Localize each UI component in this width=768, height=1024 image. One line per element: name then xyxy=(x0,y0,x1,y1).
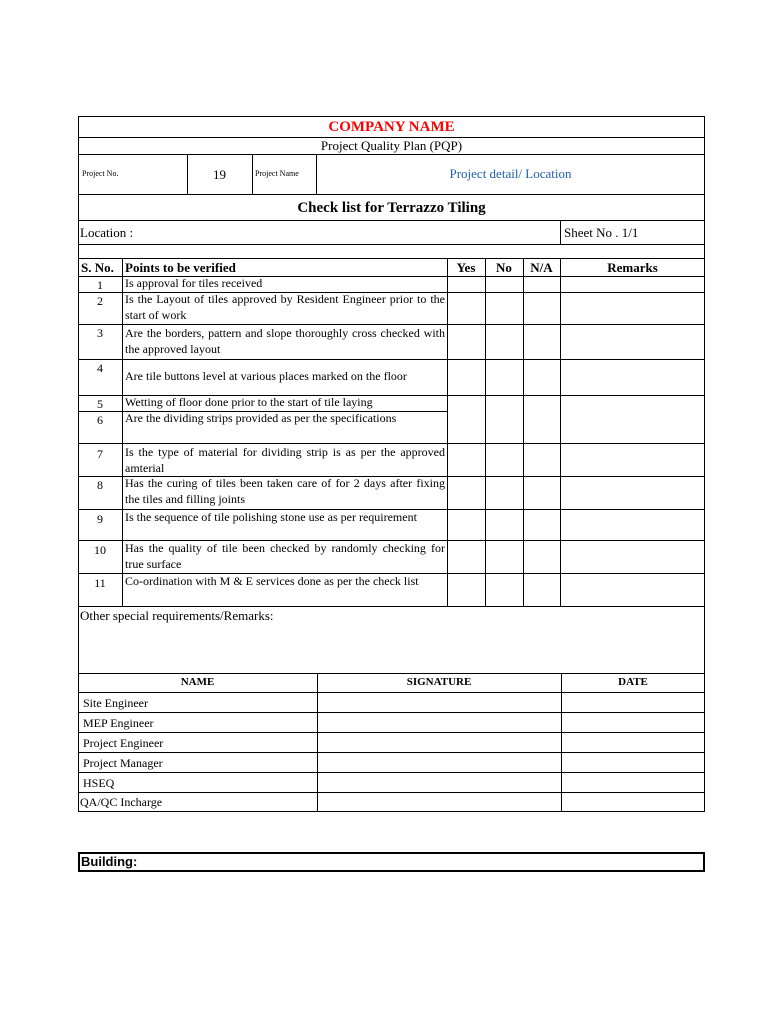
signoff-role: HSEQ xyxy=(83,776,115,790)
row-text: Is approval for tiles received xyxy=(125,276,263,290)
signoff-role: Project Engineer xyxy=(83,736,164,750)
col-points-header: Points to be verified xyxy=(125,260,236,275)
plan-title: Project Quality Plan (PQP) xyxy=(320,138,463,153)
row-text: Wetting of floor done prior to the start of tile laying xyxy=(125,395,373,409)
project-name-value: Project detail/ Location xyxy=(449,166,572,181)
row-number: 6 xyxy=(97,413,103,427)
row-number: 10 xyxy=(94,543,106,557)
checklist-response-area[interactable] xyxy=(448,277,704,606)
col-na-header: N/A xyxy=(530,260,553,275)
row-number: 3 xyxy=(97,326,103,340)
signoff-role: Site Engineer xyxy=(83,696,148,710)
row-text: Is the sequence of tile polishing stone use as per requirement xyxy=(125,510,417,524)
signoff-role: QA/QC Incharge xyxy=(80,795,163,809)
location-label: Location : xyxy=(80,225,134,240)
remarks-label: Other special requirements/Remarks: xyxy=(80,608,274,623)
sheet-no: Sheet No . 1/1 xyxy=(564,225,639,240)
remarks-area[interactable] xyxy=(79,625,704,672)
row-text: Has the curing of tiles been taken care of for 2 days after fixing the tiles and filling joints xyxy=(125,476,445,506)
col-no-header: No xyxy=(496,260,512,275)
row-text: Are the dividing strips provided as per the specifications xyxy=(125,411,397,425)
row-text: Co-ordination with M & E services done as per the check list xyxy=(125,574,419,588)
signoff-role: Project Manager xyxy=(83,756,163,770)
row-text: Is the type of material for dividing strip is as per the approved amterial xyxy=(125,445,445,475)
col-remarks-header: Remarks xyxy=(607,260,658,275)
row-number: 9 xyxy=(97,512,103,526)
project-name-label: Project Name xyxy=(255,169,299,178)
row-number: 2 xyxy=(97,294,103,308)
row-number: 5 xyxy=(97,397,103,411)
signoff-role: MEP Engineer xyxy=(83,716,154,730)
col-yes-header: Yes xyxy=(456,260,476,275)
row-text: Is the Layout of tiles approved by Resident Engineer prior to the start of work xyxy=(125,292,445,322)
project-no-label: Project No. xyxy=(82,169,119,178)
checklist-title: Check list for Terrazzo Tiling xyxy=(297,200,486,216)
row-text: Are tile buttons level at various places marked on the floor xyxy=(125,369,407,383)
company-name: COMPANY NAME xyxy=(328,119,455,135)
project-no-value: 19 xyxy=(213,167,226,182)
row-number: 4 xyxy=(97,361,103,375)
row-number: 7 xyxy=(97,447,103,461)
row-number: 1 xyxy=(97,278,103,292)
signoff-name-header: NAME xyxy=(180,676,215,688)
building-label: Building: xyxy=(81,854,138,869)
row-number: 8 xyxy=(97,478,103,492)
signoff-signature-header: SIGNATURE xyxy=(406,676,472,688)
building-box xyxy=(78,852,705,872)
row-text: Has the quality of tile been checked by randomly checking for true surface xyxy=(125,541,445,571)
row-number: 11 xyxy=(94,576,106,590)
signoff-date-header: DATE xyxy=(618,676,648,688)
row-text: Are the borders, pattern and slope thoroughly cross checked with the approved layout xyxy=(125,326,445,356)
col-sno-header: S. No. xyxy=(81,260,114,275)
